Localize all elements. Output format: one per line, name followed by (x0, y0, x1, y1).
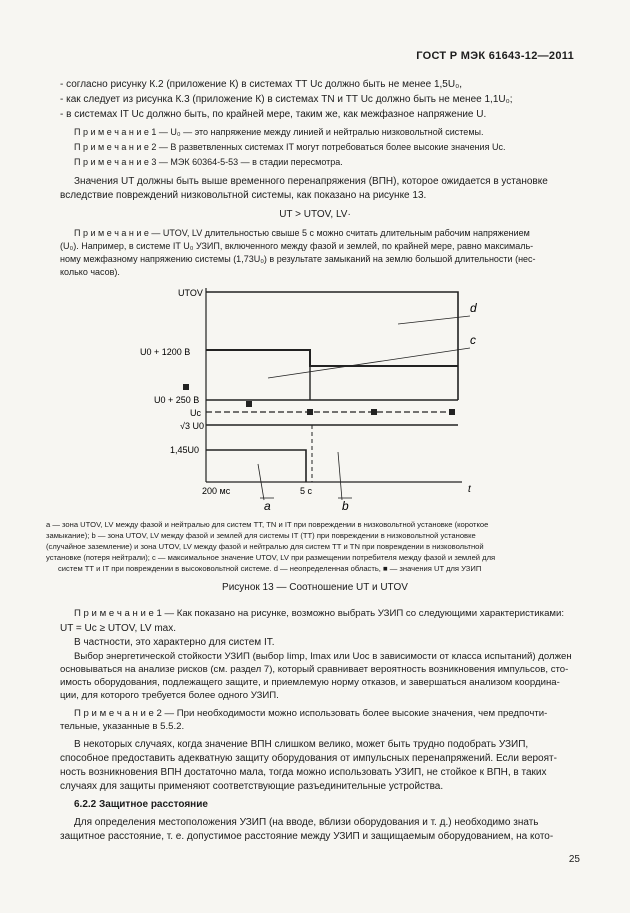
text-line: Для определения местоположения УЗИП (на вводе, вблизи оборудования и т. д.) необходимо знать (74, 817, 539, 828)
y-label: U0 + 250 В (154, 395, 200, 405)
note-line: колько часов). (60, 267, 120, 277)
formula: UT > UTOV, LV· (279, 209, 351, 220)
note-line: ному межфазному напряжению системы (1,73U₀) в результате замыканий на землю большой длительности (нес- (60, 254, 536, 264)
x-tick: 5 с (300, 486, 313, 496)
figure-13-chart (140, 282, 500, 514)
zone-label: c (470, 333, 476, 347)
note-line: тельные, указанные в 5.5.2. (60, 721, 185, 732)
figure-title: Рисунок 13 — Соотношение UT и UTOV (222, 582, 408, 593)
marker-point (449, 409, 455, 415)
text-line: ность возникновения ВПН достаточно мала, тогда можно использовать УЗИП, не стойкое к ВПН, в таких (60, 767, 547, 778)
page-header: ГОСТ Р МЭК 61643-12—2011 (416, 50, 574, 62)
y-label: UTOV (178, 288, 203, 298)
legend-line: (случайное заземление) и зона UTOV, LV между фазой и нейтралью для систем ТТ и TN при повреждении в низковольтной (46, 542, 484, 551)
zone-label: a (264, 499, 271, 513)
text-line: вследствие повреждений низковольтной системы, как показано на рисунке 13. (60, 190, 427, 201)
text-line: основываться на анализе рисков (см. раздел 7), который сравнивает вероятность возникновения импульсов, сто- (60, 664, 569, 675)
y-label: √3 U0 (180, 421, 204, 431)
section-heading: 6.2.2 Защитное расстояние (74, 799, 208, 810)
zone-label: b (342, 499, 349, 513)
marker-point (371, 409, 377, 415)
text-line: Значения UT должны быть выше временного перенапряжения (ВПН), которое ожидается в установке (74, 176, 548, 187)
legend-line: a — зона UTOV, LV между фазой и нейтралью для систем ТТ, TN и IT при повреждении в низковольтной установке (короткое (46, 520, 489, 529)
text-line: В некоторых случаях, когда значение ВПН слишком велико, может быть трудно подобрать УЗИП, (74, 739, 529, 750)
note-line: П р и м е ч а н и е 1 — U₀ — это напряжение между линией и нейтралью низковольтной системы. (74, 127, 484, 137)
legend-line: замыкание); b — зона UTOV, LV между фазой и землей для системы IT (ТТ) при повреждении в низковольтной установке (46, 531, 476, 540)
text-line: имость оборудования, подлежащего защите, и приемлемую норму отказов, и завершаться анализом координа- (60, 677, 560, 688)
marker-point (307, 409, 313, 415)
text-line: защитное расстояние, т. е. допустимое расстояние между УЗИП и защищаемым оборудованием, на кото- (60, 831, 554, 842)
x-tick: t (468, 484, 471, 495)
legend-line: установке (потеря нейтрали); c — максимальное значение UTOV, LV при размещении потребителя между фазой и землей для (46, 553, 496, 562)
note-line: П р и м е ч а н и е 2 — При необходимости можно использовать более высокие значения, чем предпочти- (74, 708, 548, 719)
text-line: случаях для защиты применяют соответствующие разъединительные устройства. (60, 781, 444, 792)
zone-d-boundary (206, 292, 458, 400)
marker-point (183, 384, 189, 390)
text-line: - согласно рисунку К.2 (приложение К) в системах ТТ Uc должно быть не менее 1,5U₀, (60, 79, 463, 90)
y-label: U0 + 1200 В (140, 347, 191, 357)
text-line: В частности, это характерно для систем IT. (74, 637, 275, 648)
zone-label: d (470, 301, 477, 315)
text-line: Выбор энергетической стойкости УЗИП (выбор Iimp, Imax или Uoc в зависимости от класса испытаний) должен (74, 651, 572, 662)
legend-line: систем ТТ и IT при повреждении в высоковольтной системе. d — неопределенная область, ■ — значения UT для УЗИП (58, 564, 482, 573)
zone-c-boundary (206, 350, 458, 366)
text-line: ции, для которого требуется более одного УЗИП. (60, 690, 279, 701)
page-number: 25 (568, 854, 580, 865)
text-line: - в системах IT Uc должно быть, по крайней мере, таким же, как межфазное напряжение U. (60, 109, 487, 120)
note-line: (U₀). Например, в системе IT U₀ УЗИП, включенного между фазой и землей, по крайней мере, равно максималь- (60, 241, 534, 251)
marker-point (246, 401, 252, 407)
x-tick: 200 мс (202, 486, 231, 496)
text-line: UT = Uc ≥ UTOV, LV max. (60, 623, 176, 634)
note-line: П р и м е ч а н и е — UTOV, LV длительностью свыше 5 с можно считать длительным рабочим напряжением (74, 228, 530, 238)
note-line: П р и м е ч а н и е 1 — Как показано на рисунке, возможно выбрать УЗИП со следующими характеристиками: (74, 608, 565, 619)
note-line: П р и м е ч а н и е 2 — В разветвленных системах IT могут потребоваться более высокие значения Uc. (74, 142, 506, 152)
y-label: 1,45U0 (170, 445, 200, 455)
note-line: П р и м е ч а н и е 3 — МЭК 60364-5-53 — в стадии пересмотра. (74, 157, 343, 167)
y-label: Uc (190, 408, 201, 418)
text-line: способное предоставить адекватную защиту оборудования от импульсных перенапряжений. Если вероят- (60, 753, 557, 764)
zone-a-boundary (206, 450, 306, 482)
text-line: - как следует из рисунка К.3 (приложение К) в системах TN и ТТ Uc должно быть не менее 1,1U₀; (60, 94, 513, 105)
